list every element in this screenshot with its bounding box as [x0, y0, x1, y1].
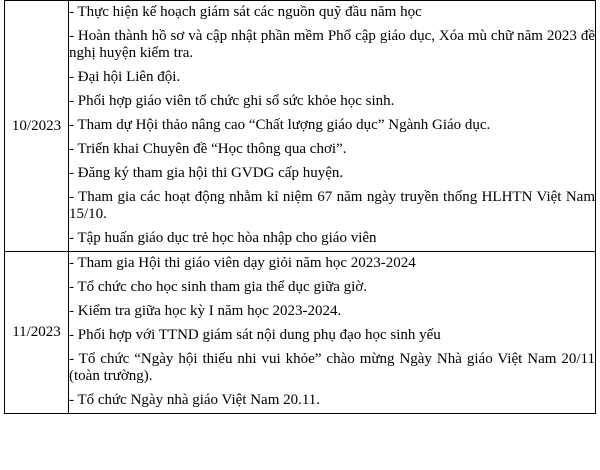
activity-item: - Đại hội Liên đội. [69, 69, 181, 85]
activity-item: - Tham gia Hội thi giáo viên dạy giỏi năm học 2023-2024 [69, 255, 416, 271]
activity-item: - Tham dự Hội thảo nâng cao “Chất lượng giáo dục” Ngành Giáo dục. [69, 117, 491, 133]
activity-item: - Hoàn thành hồ sơ và cập nhật phần mềm Phổ cập giáo dục, Xóa mù chữ năm 2023 đề nghị huyện kiểm tra. [69, 28, 595, 61]
activity-item: - Tham gia các hoạt động nhằm kỉ niệm 67 năm ngày truyền thống HLHTN Việt Nam 15/10. [69, 189, 595, 222]
activity-item: - Thực hiện kế hoạch giám sát các nguồn quỹ đầu năm học [69, 4, 422, 20]
activity-item: - Đăng ký tham gia hội thi GVDG cấp huyện. [69, 165, 344, 181]
activities-cell [69, 1, 596, 252]
table-row [5, 1, 596, 252]
activity-item: - Tập huấn giáo dục trẻ học hòa nhập cho giáo viên [69, 230, 377, 246]
activity-item: - Triển khai Chuyên đề “Học thông qua chơi”. [69, 141, 347, 157]
activity-item: - Phối hợp giáo viên tổ chức ghi sổ sức khỏe học sinh. [69, 93, 395, 109]
activity-item: - Kiểm tra giữa học kỳ I năm học 2023-2024. [69, 303, 342, 319]
activity-item: - Phối hợp với TTND giám sát nội dung phụ đạo học sinh yếu [69, 327, 441, 343]
activities-cell [69, 252, 596, 414]
month-cell: 10/2023 [5, 1, 69, 252]
activity-item: - Tổ chức “Ngày hội thiếu nhi vui khỏe” chào mừng Ngày Nhà giáo Việt Nam 20/11 (toàn trường). [69, 351, 595, 384]
month-cell: 11/2023 [5, 252, 69, 414]
plan-table [4, 0, 596, 414]
table-row [5, 252, 596, 414]
activity-item: - Tổ chức cho học sinh tham gia thể dục giữa giờ. [69, 279, 368, 295]
activity-item: - Tổ chức Ngày nhà giáo Việt Nam 20.11. [69, 392, 321, 408]
